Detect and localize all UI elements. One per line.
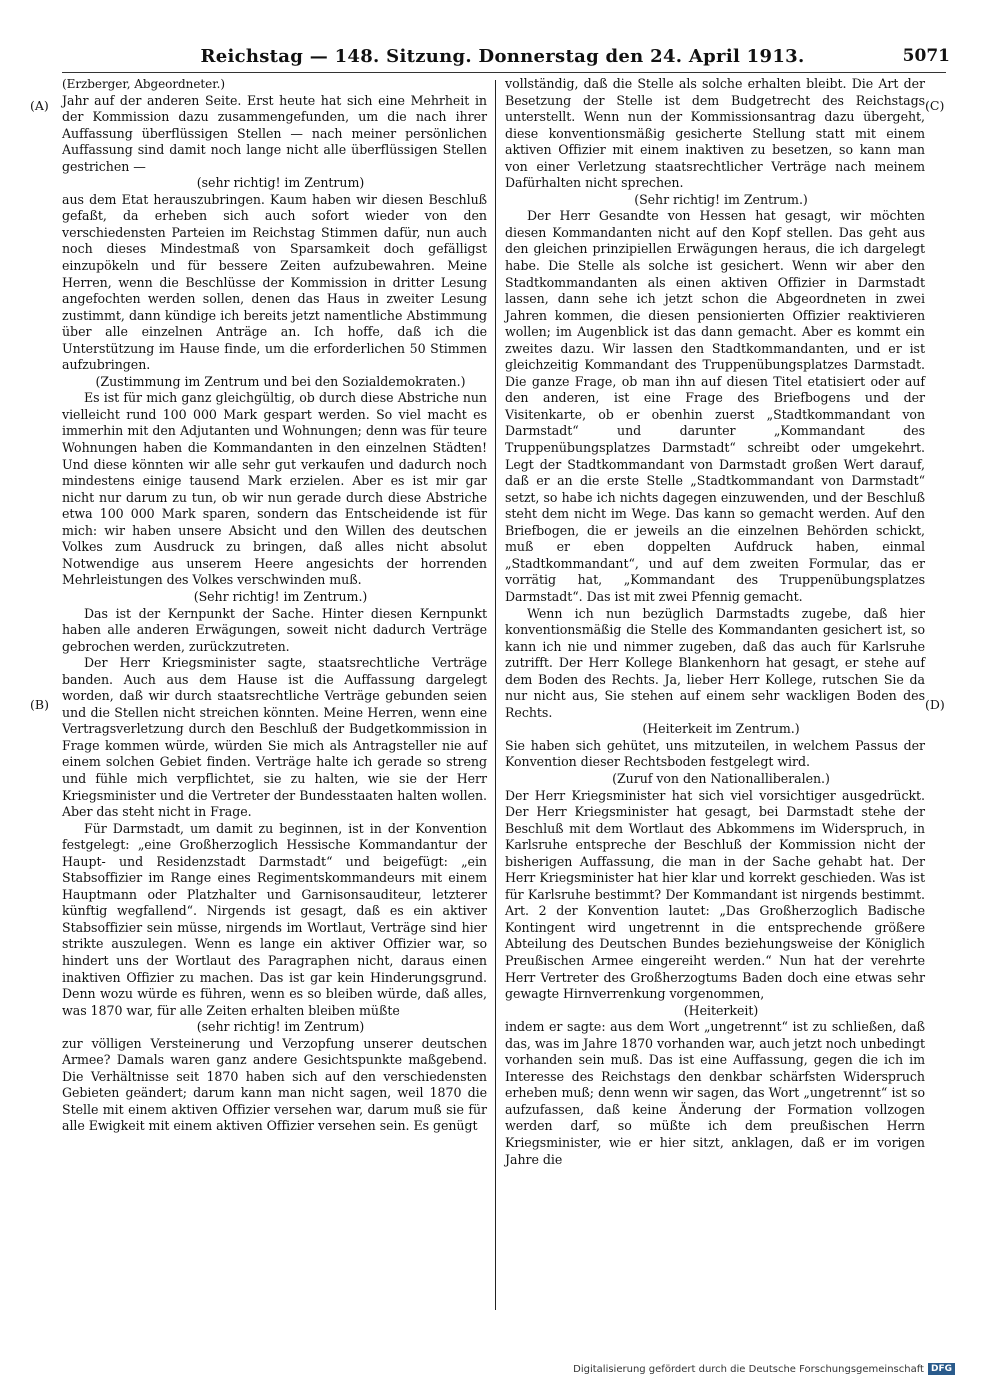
paragraph: Der Herr Gesandte von Hessen hat gesagt, wir möchten diesen Kommandanten nicht auf den Kopf stellen. Das geht aus den gleichen prinzipiellen Erwägungen heraus, die ich dargelegt habe. Die Stelle als solche ist gesichert. Wenn wir aber den Stadtkommandanten als einen aktiven Offizier in Darmstadt lassen, dann sehe ich jetzt schon die Abgeordneten in zwei Jahren kommen, die diesen pensionierten Offizier reaktivieren wollen; im Augenblick ist das dann gemacht. Aber es kommt ein zweites dazu. Wir lassen den Stadtkommandanten, und er ist gleichzeitig Kommandant des Truppenübungsplatzes Darmstadt. Die ganze Frage, ob man ihn auf diesen Titel etatisiert oder auf den anderen, ist eine Frage des Briefbogens und der Visitenkarte, ob er obenhin zuerst „Stadtkommandant von Darmstadt“ und darunter „Kommandant des Truppenübungsplatzes Darmstadt“ schreibt oder umgekehrt. Legt der Stadtkommandant von Darmstadt großen Wert darauf, daß er an die erste Stelle „Stadtkommandant von Darmstadt“ setzt, so habe ich nichts dagegen einzuwenden, und der Beschluß steht dem nicht im Wege. Das kann so gemacht werden. Auf den Briefbogen, die er jeweils an die einzelnen Behörden schickt, muß er eben doppelten Aufdruck haben, einmal „Stadtkommandant“, und auf dem zweiten Formular, das er vorrätig hat, „Kommandant des Truppenübungsplatzes Darmstadt“. Das ist mit zwei Pfennig gemacht. — [505, 208, 925, 604]
page-title: Reichstag — 148. Sitzung. Donnerstag den 24. April 1913. — [200, 46, 805, 67]
paragraph: vollständig, daß die Stelle als solche erhalten bleibt. Die Art der Besetzung der Stelle ist dem Budgetrecht des Reichstags unterstellt. Wenn nun der Kommissionsantrag dazu übergeht, diese konventionsmäßig gesicherte Stellung statt mit einem aktiven Offizier mit einem inaktiven zu besetzen, so kann man von einer Verletzung staatsrechtlicher Verträge nach meinem Dafürhalten nicht sprechen. — [505, 76, 925, 191]
interjection: (sehr richtig! im Zentrum) — [196, 1019, 365, 1035]
interjection: (Heiterkeit) — [683, 1002, 759, 1018]
margin-marker-a: (A) — [30, 98, 49, 113]
interjection: (Zustimmung im Zentrum und bei den Sozialdemokraten.) — [95, 373, 466, 389]
paragraph: Wenn ich nun bezüglich Darmstadts zugebe, daß hier konventionsmäßig die Stelle des Kommandanten gesichert ist, so kann ich nie und nimmer zugeben, daß das auch für Karlsruhe zutrifft. Der Herr Kollege Blankenhorn hat gesagt, er stehe auf dem Boden des Rechts. Ja, lieber Herr Kollege, rutschen Sie da nur nicht aus, Sie stehen auf einem sehr wackligen Boden des Rechts. — [505, 605, 925, 720]
interjection: (Sehr richtig! im Zentrum.) — [193, 588, 368, 604]
speaker-label: (Erzberger, Abgeordneter.) — [62, 77, 225, 91]
margin-marker-d: (D) — [925, 697, 945, 712]
dfg-logo: DFG — [928, 1363, 955, 1375]
paragraph: Das ist der Kernpunkt der Sache. Hinter diesen Kernpunkt haben alle anderen Erwägungen, soweit nicht dadurch Verträge gebrochen werden, zurückzutreten. — [62, 605, 487, 654]
interjection: (sehr richtig! im Zentrum) — [196, 175, 365, 191]
paragraph: Der Herr Kriegsminister sagte, staatsrechtliche Verträge banden. Auch aus dem Hause ist die Auffassung dargelegt worden, daß wir durch staatsrechtliche Verträge gebunden seien und die Stellen nicht streichen könnten. Meine Herren, wenn eine Vertragsverletzung durch den Beschluß der Budgetkommission in Frage kommen würde, würden Sie mich als Antragsteller nie auf einem solchen Gebiet finden. Verträge halte ich gerade so streng und fühle mich verpflichtet, sie zu halten, wie sie der Herr Kriegsminister und die Vertreter der Bundesstaaten halten wollen. Aber das steht nicht in Frage. — [62, 655, 487, 820]
paragraph: Der Herr Kriegsminister hat sich viel vorsichtiger ausgedrückt. Der Herr Kriegsminister hat gesagt, bei Darmstadt stehe der Beschluß mit dem Wortlaut des Abkommens im Widerspruch, in Karlsruhe entspreche der Beschluß der Kommission nicht der bisherigen Auffassung, die man in der Sache gehabt hat. Der Herr Kriegsminister hat hier klar und korrekt geschieden. Was ist für Karlsruhe bestimmt? Der Kommandant ist nirgends bestimmt. Art. 2 der Konvention lautet: „Das Großherzoglich Badische Kontingent wird ungetrennt in die entsprechende größere Abteilung des Deutschen Bundes beziehungsweise der Königlich Preußischen Armee eingereiht werden.“ Nun hat der verehrte Herr Vertreter des Großherzogtums Baden doch eine etwas sehr gewagte Hirnverrenkung vorgenommen, — [505, 787, 925, 1002]
margin-marker-c: (C) — [925, 98, 945, 113]
interjection: (Sehr richtig! im Zentrum.) — [634, 191, 808, 207]
paragraph: zur völligen Versteinerung und Verzopfung unserer deutschen Armee? Damals waren ganz andere Gesichtspunkte maßgebend. Die Verhältnisse seit 1870 haben sich auf den verschiedensten Gebieten geändert; darum kann man nicht sagen, weil 1870 die Stelle mit einem aktiven Offizier versehen war, darum muß sie für alle Ewigkeit mit einem aktiven Offizier versehen sein. Es genügt — [62, 1035, 487, 1134]
paragraph: indem er sagte: aus dem Wort „ungetrennt“ ist zu schließen, daß das, was im Jahre 1870 vorhanden war, auch jetzt noch unbedingt vorhanden sein muß. Das ist eine Auffassung, gegen die ich im Interesse des Reichstags den denkbar schärfsten Widerspruch erheben muß; denn wenn wir sagen, das Wort „ungetrennt“ ist so aufzufassen, daß keine Änderung der Formation vollzogen werden darf, so müßte ich dem preußischen Herrn Kriegsminister, wie er hier sitzt, anklagen, daß er im vorigen Jahre die — [505, 1019, 925, 1167]
paragraph: Jahr auf der anderen Seite. Erst heute hat sich eine Mehrheit in der Kommission dazu zusammengefunden, um die nach ihrer Auffassung überflüssigen Stellen — nach meiner persönlichen Auffassung sind damit noch lange nicht alle überflüssigen Stellen gestrichen — — [62, 92, 487, 174]
footer — [573, 1363, 955, 1375]
header-rule — [62, 72, 946, 73]
paragraph: Es ist für mich ganz gleichgültig, ob durch diese Abstriche nun vielleicht rund 100 000 Mark gespart werden. So viel macht es immerhin mit den Adjutanten und Wohnungen; denn was für teure Wohnungen haben die Kommandanten in den einzelnen Städten! Und diese könnten wir alle sehr gut verkaufen und dadurch noch mindestens einige tausend Mark erzielen. Aber es ist mir gar nicht nur darum zu tun, ob wir nun gerade durch diese Abstriche etwa 100 000 Mark sparen, sondern das Entscheidende ist für mich: wir haben unsere Absicht und den Willen des deutschen Volkes zum Ausdruck zu bringen, daß alles nicht absolut Notwendige aus unserem Heere angesichts der horrenden Mehrleistungen des Volkes verschwinden muß. — [62, 390, 487, 588]
interjection: (Zuruf von den Nationalliberalen.) — [612, 770, 830, 786]
column-divider — [495, 80, 496, 1310]
interjection: (Heiterkeit im Zentrum.) — [642, 721, 800, 737]
paragraph: aus dem Etat herauszubringen. Kaum haben wir diesen Beschluß gefaßt, da erheben sich auch sofort wieder von den verschiedensten Parteien im Reichstag Stimmen dafür, nun auch noch dieses Mindestmaß von Sparsamkeit doch gefälligst einzupökeln und für bessere Zeiten aufzubewahren. Meine Herren, wenn die Beschlüsse der Kommission in dritter Lesung angefochten werden sollen, denen das Haus in zweiter Lesung zustimmt, dann kündige ich bereits jetzt namentliche Abstimmung über alle einzelnen Anträge an. Ich hoffe, daß ich die Unterstützung im Hause finde, um die erforderlichen 50 Stimmen aufzubringen. — [62, 191, 487, 373]
paragraph: Sie haben sich gehütet, uns mitzuteilen, in welchem Passus der Konvention dieser Rechtsboden festgelegt wird. — [505, 737, 925, 770]
footer-text: Digitalisierung gefördert durch die Deutsche Forschungsgemeinschaft — [573, 1363, 924, 1375]
margin-marker-b: (B) — [30, 697, 49, 712]
right-column — [505, 76, 925, 1168]
page-header — [55, 46, 950, 74]
paragraph: Für Darmstadt, um damit zu beginnen, ist in der Konvention festgelegt: „eine Großherzoglich Hessische Kommandantur der Haupt- und Residenzstadt Darmstadt“ und beigefügt: „ein Stabsoffizier im Range eines Regimentskommandeurs mit einem Hauptmann oder Platzhalter und Garnisonsauditeur, letzterer künftig wegfallend“. Nirgends ist gesagt, daß es ein aktiver Stabsoffizier sein müsse, nirgends im Wortlaut, Verträge sind hier strikte auszulegen. Wenn es lange ein aktiver Offizier war, so hindert uns der Wortlaut des Paragraphen nicht, daraus einen inaktiven Offizier zu machen. Das ist gar kein Hinderungsgrund. Denn wozu würde es führen, wenn es so bleiben würde, daß alles, was 1870 war, für alle Zeiten erhalten bleiben müßte — [62, 820, 487, 1018]
page-number: 5071 — [902, 46, 950, 66]
left-column — [62, 76, 487, 1135]
